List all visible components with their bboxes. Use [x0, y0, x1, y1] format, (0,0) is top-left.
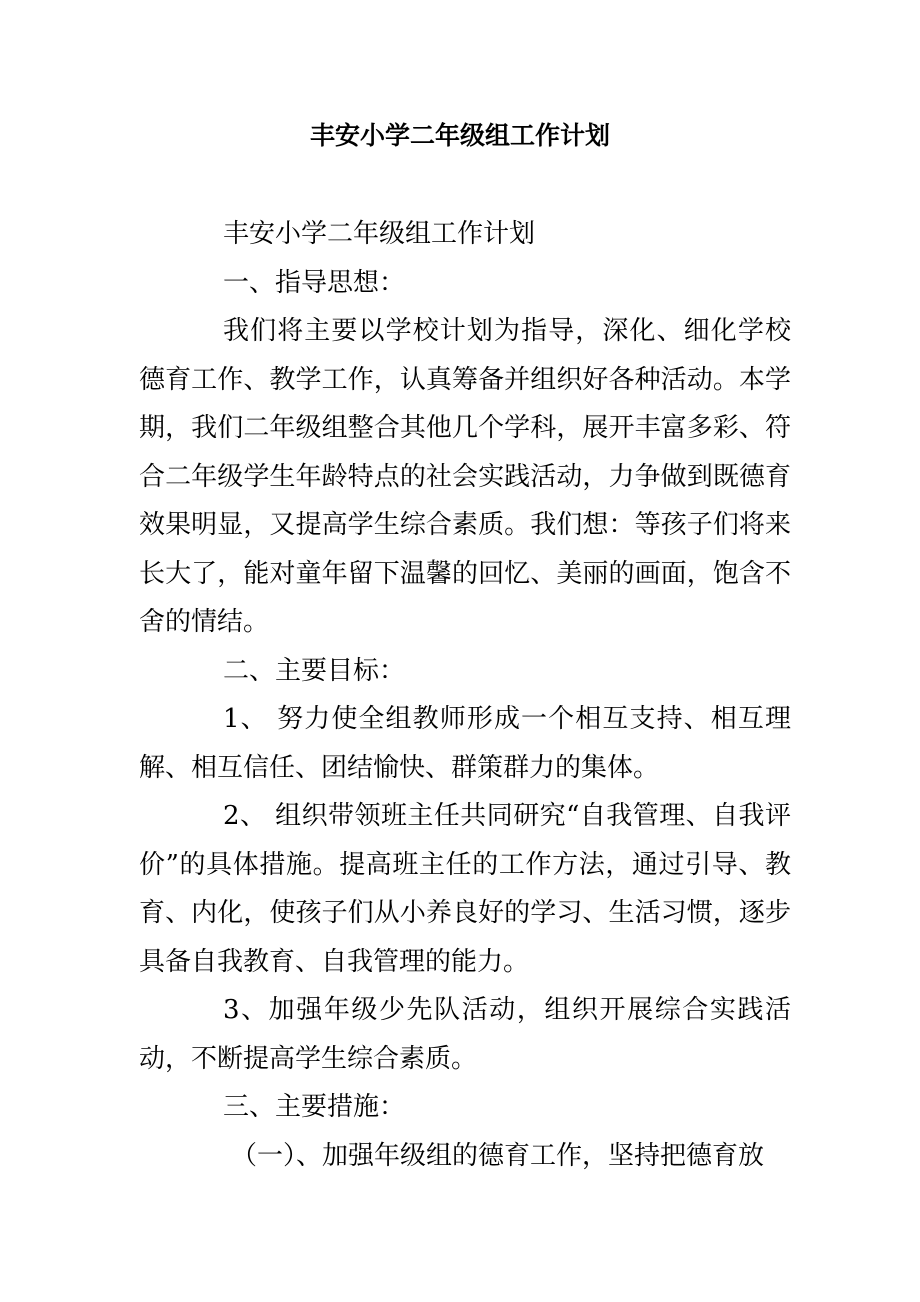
section-heading-main-goals: 二、主要目标： — [223, 655, 406, 686]
paragraph-guiding-thought: 我们将主要以学校计划为指导，深化、细化学校德育工作、教学工作，认真筹备并组织好各种活动。本学期，我们二年级组整合其他几个学科，展开丰富多彩、符合二年级学生年龄特点的社会实践活动，力争做到既德育效果明显，又提高学生综合素质。我们想：等孩子们将来长大了，能对童年留下温馨的回忆、美丽的画面，饱含不舍的情结。 — [139, 316, 791, 637]
paragraph-goal-2: 2、 组织带领班主任共同研究“自我管理、自我评价”的具体措施。提高班主任的工作方法，通过引导、教育、内化，使孩子们从小养良好的学习、生活习惯，逐步具备自我教育、自我管理的能力。 — [139, 801, 791, 977]
section-heading-guiding-thought: 一、指导思想： — [223, 267, 406, 298]
document-title: 丰安小学二年级组工作计划 — [309, 121, 610, 150]
paragraph-subtitle: 丰安小学二年级组工作计划 — [223, 219, 536, 249]
paragraph-goal-3: 3、加强年级少先队活动，组织开展综合实践活动，不断提高学生综合素质。 — [139, 995, 791, 1074]
paragraph-measure-1: （一）、加强年级组的德育工作，坚持把德育放 — [231, 1140, 765, 1171]
document-body — [139, 210, 791, 1180]
paragraph-goal-1: 1、 努力使全组教师形成一个相互支持、相互理解、相互信任、团结愉快、群策群力的集体。 — [139, 704, 791, 783]
section-heading-main-measures: 三、主要措施： — [223, 1092, 406, 1122]
